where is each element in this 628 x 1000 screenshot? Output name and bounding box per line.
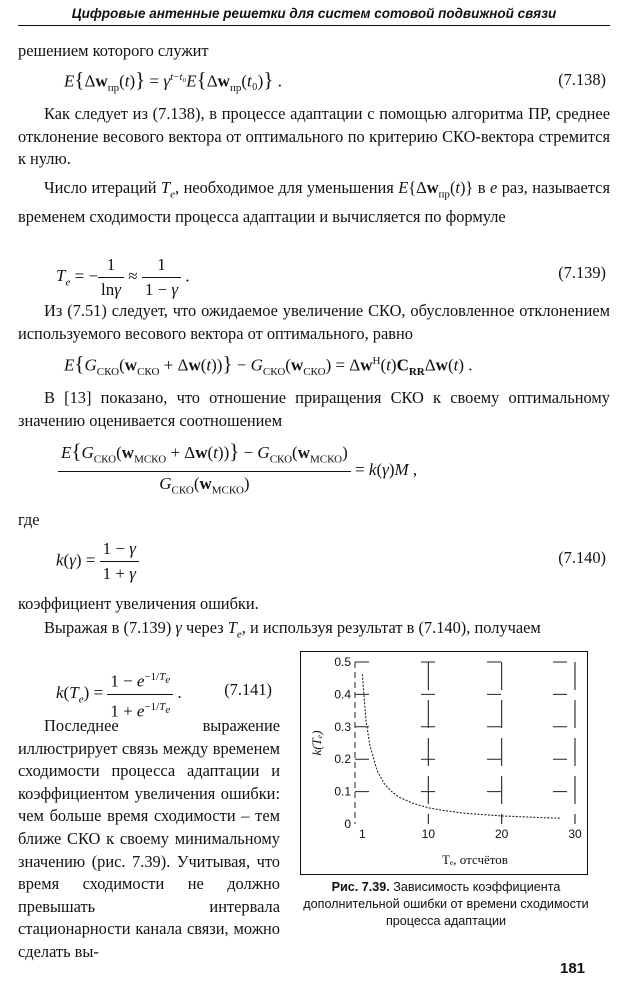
y-tick-label: 0.4 bbox=[334, 687, 351, 702]
formula-7-141: $k(T_e)$ = $\frac{1 - e^{-1/T_e}}{1 + e^{-1/T_e}}$ . bbox=[56, 666, 182, 722]
formula-7-140: k(γ) = $\frac{1 - \gamma}{1 + \gamma}$ bbox=[56, 538, 139, 585]
formula-7-139: $T_e$ = − $\frac{1}{\ln\gamma}$ ≈ $\frac{1}{1 - \gamma}$ . bbox=[56, 255, 190, 299]
paragraph-1: решением которого служит bbox=[18, 41, 209, 60]
paragraph-3-part-c: в bbox=[477, 178, 486, 197]
x-tick-label: 20 bbox=[494, 827, 509, 841]
x-tick-label: 10 bbox=[421, 827, 436, 841]
paragraph-8: Выражая в (7.139) γ через $T_e$, и используя результат в (7.140), получаем bbox=[44, 618, 541, 641]
y-tick-label: 0.3 bbox=[334, 719, 351, 734]
figure-caption-text: Зависимость коэффициента дополнительной ошибки от времени сходимости процесса адаптации bbox=[303, 880, 589, 928]
paragraph-2: Как следует из (7.138), в процессе адаптации с помощью алгоритма ПР, среднее отклонение весового вектора от оптимального по критерию СКО-вектора стремится к нулю. bbox=[18, 104, 610, 169]
paragraph-6: где bbox=[18, 510, 40, 529]
figure-caption-label: Рис. 7.39. bbox=[331, 880, 390, 894]
series-line-0 bbox=[362, 674, 560, 818]
running-header: Цифровые антенные решетки для систем сотовой подвижной связи bbox=[18, 3, 610, 26]
formula-mse-ratio: $\frac{E\{G_{СКО}(w_{МСКО} + \Delta w(t))\} - G_{СКО}(w_{МСКО})}{G_{СКО}(w_{МСКО})}$ = k(γ)M , bbox=[58, 440, 417, 502]
paragraph-7: коэффициент увеличения ошибки. bbox=[18, 594, 259, 613]
equation-number-7-141: (7.141) bbox=[224, 680, 272, 699]
paragraph-8-part-a: Выражая в (7.139) bbox=[44, 618, 172, 637]
paragraph-8-part-c: , и используя результат в (7.140), получаем bbox=[241, 618, 541, 637]
x-tick-label: 1 bbox=[358, 827, 366, 841]
figure-caption bbox=[293, 879, 599, 930]
paragraph-3: Число итераций $T_e$, необходимое для уменьшения $E\{\Delta w_{пр}(t)\}$ в e раз, называется временем сходимости процесса адаптации и вычисляется по формуле bbox=[18, 178, 610, 226]
figure-7-39 bbox=[300, 651, 588, 875]
x-tick-label: 30 bbox=[568, 827, 582, 841]
y-tick-label: 0.2 bbox=[334, 752, 351, 767]
x-axis-title: Tₑ, отсчётов bbox=[442, 852, 508, 867]
paragraph-4: Из (7.51) следует, что ожидаемое увеличение СКО, обусловленное отклонением используемого весового вектора от оптимального, равно bbox=[18, 301, 610, 343]
paragraph-5: В [13] показано, что отношение приращения СКО к своему оптимальному значению оценивается соотношением bbox=[18, 388, 610, 430]
paragraph-8-part-b: через bbox=[185, 618, 224, 637]
paragraph-9: Последнее выражение иллюстрирует связь между временем сходимости процесса адаптации и коэффициентом увеличения ошибки: чем больше время сходимости – тем ближе СКО к своему минимальному значению (рис. 7.39). Учитывая, что время сходимости не должно превышать интервала стационарности канала связи, можно сделать вы- bbox=[18, 716, 280, 961]
y-tick-label: 0 bbox=[344, 817, 351, 831]
formula-7-138: $E\{\Delta w_{пр}(t)\} = \gamma^{t-t_0}E\{\Delta w_{пр}(t_0)\}$ . bbox=[64, 67, 282, 95]
y-axis-title: k(Tₑ) bbox=[309, 730, 324, 756]
formula-mse-increase: $E\{G_{СКО}(w_{СКО} + \Delta w(t))\} - G_{СКО}(w_{СКО}) = \Delta w^H(t)C_{RR}\Delta w(t)$ . bbox=[64, 351, 473, 379]
chart-svg bbox=[301, 652, 587, 874]
equation-number-7-138: (7.138) bbox=[558, 70, 606, 89]
paragraph-3-part-b: , необходимое для уменьшения bbox=[175, 178, 394, 197]
y-tick-label: 0.5 bbox=[334, 655, 351, 669]
page-number: 181 bbox=[560, 960, 586, 977]
paragraph-3-part-a: Число итераций bbox=[44, 178, 157, 197]
equation-number-7-139: (7.139) bbox=[558, 263, 606, 282]
y-tick-label: 0.1 bbox=[334, 784, 351, 799]
paragraph-3-part-d: раз, называется временем сходимости процесса адаптации и вычисляется по формуле bbox=[18, 178, 610, 226]
equation-number-7-140: (7.140) bbox=[558, 548, 606, 567]
